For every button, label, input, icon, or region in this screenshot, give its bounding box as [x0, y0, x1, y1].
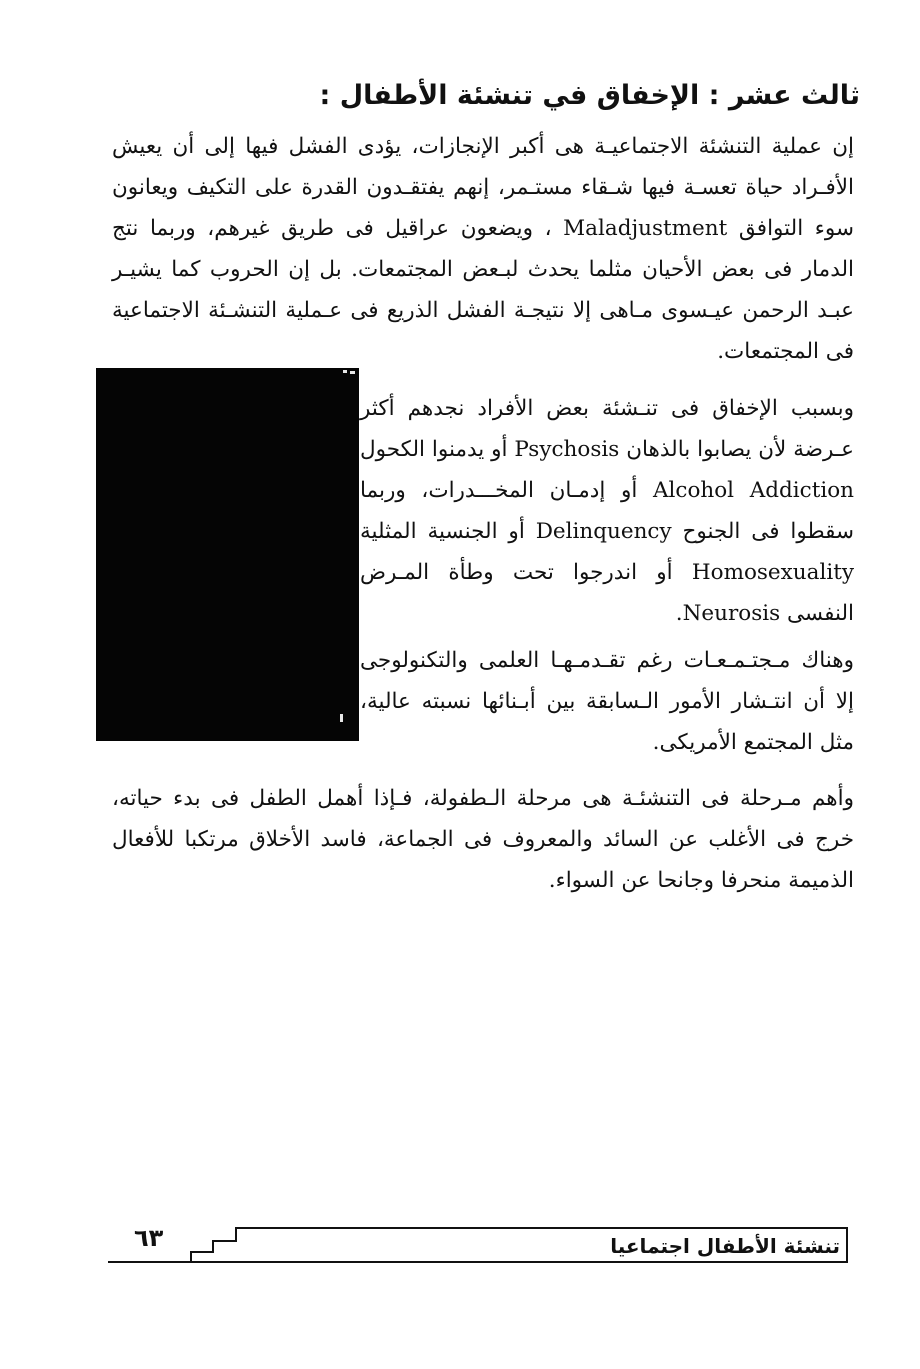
- footer-step: [235, 1227, 237, 1241]
- term-neurosis: Neurosis: [682, 601, 781, 626]
- paragraph-childhood: وأهم مـرحلة فى التنشئـة هى مرحلة الـطفولة، فـإذا أهمل الطفل فى بدء حياته، خرج فى الأغلب عن السائد والمعروف فى الجماعة، فاسد الأخلاق مرتكبا للأفعال الذميمة منحرفا وجانحا عن السواء.: [112, 786, 854, 893]
- term-delinquency: Delinquency: [535, 519, 672, 544]
- paragraph-causes-text-e: أو اندرجوا تحت وطأة المـرض النفسى: [360, 560, 854, 626]
- photo-image: [96, 368, 359, 741]
- paragraph-causes-text-d: أو الجنسية المثلية: [360, 519, 525, 544]
- footer-rule-right: [846, 1227, 848, 1263]
- page-number: ٦٣: [134, 1224, 164, 1252]
- footer-step: [190, 1251, 192, 1262]
- photo-scan-mark: [350, 371, 355, 374]
- footer-rule: [235, 1227, 848, 1229]
- section-heading: ثالث عشر : الإخفاق في تنشئة الأطفال :: [319, 80, 860, 111]
- footer-rule-bottom: [108, 1261, 848, 1263]
- footer-step: [190, 1251, 214, 1253]
- footer-step: [212, 1240, 237, 1242]
- paragraph-causes: [360, 388, 854, 634]
- paragraph-societies: وهناك مـجتـمـعـات رغم تقـدمـهـا العلمى والتكنولوجى إلا أن انتـشار الأمور الـسابقة بين أبـنائها نسبته عالية، مثل المجتمع الأمريكى.: [360, 648, 854, 755]
- term-alcohol-addiction: Alcohol Addiction: [653, 478, 854, 503]
- paragraph-causes-text-c: أو إدمـان المخـــدرات، وربما سقطوا فى الجنوح: [360, 478, 854, 544]
- paragraph-intro: إن عملية التنشئة الاجتماعيـة هى أكبر الإنجازات، يؤدى الفشل فيها إلى أن يعيش الأفـراد حياة تعسـة فيها شـقاء مستـمر، إنهم يفتقـدون القدرة على التكيف ويعانون سوء التوافق Maladjustment ، ويضعون عراقيل فى طريق غيرهم، وربما نتج الدمار فى بعض الأحيان مثلما يحدث لبـعض المجتمعات. بل إن الحروب كما يشيـر عبـد الرحمن عيـسوى مـاهى إلا نتيجـة الفشل الذريع فى عـملية التنشـئة الاجتماعية فى المجتمعات.: [112, 134, 855, 364]
- term-psychosis: Psychosis: [514, 437, 620, 462]
- term-homosexuality: Homosexuality: [691, 560, 854, 585]
- paragraph-causes-text-b: أو يدمنوا الكحول: [360, 437, 508, 462]
- photo-scan-mark: [340, 714, 343, 722]
- running-footer-title: تنشئة الأطفال اجتماعيا: [610, 1234, 840, 1258]
- paragraph-causes-period: .: [675, 601, 683, 626]
- photo-scan-mark: [343, 370, 347, 373]
- paragraph-causes-text-a: وبسبب الإخفاق فى تنـشئة بعض الأفراد نجدهم أكثر عـرضة لأن يصابوا بالذهان: [360, 396, 854, 462]
